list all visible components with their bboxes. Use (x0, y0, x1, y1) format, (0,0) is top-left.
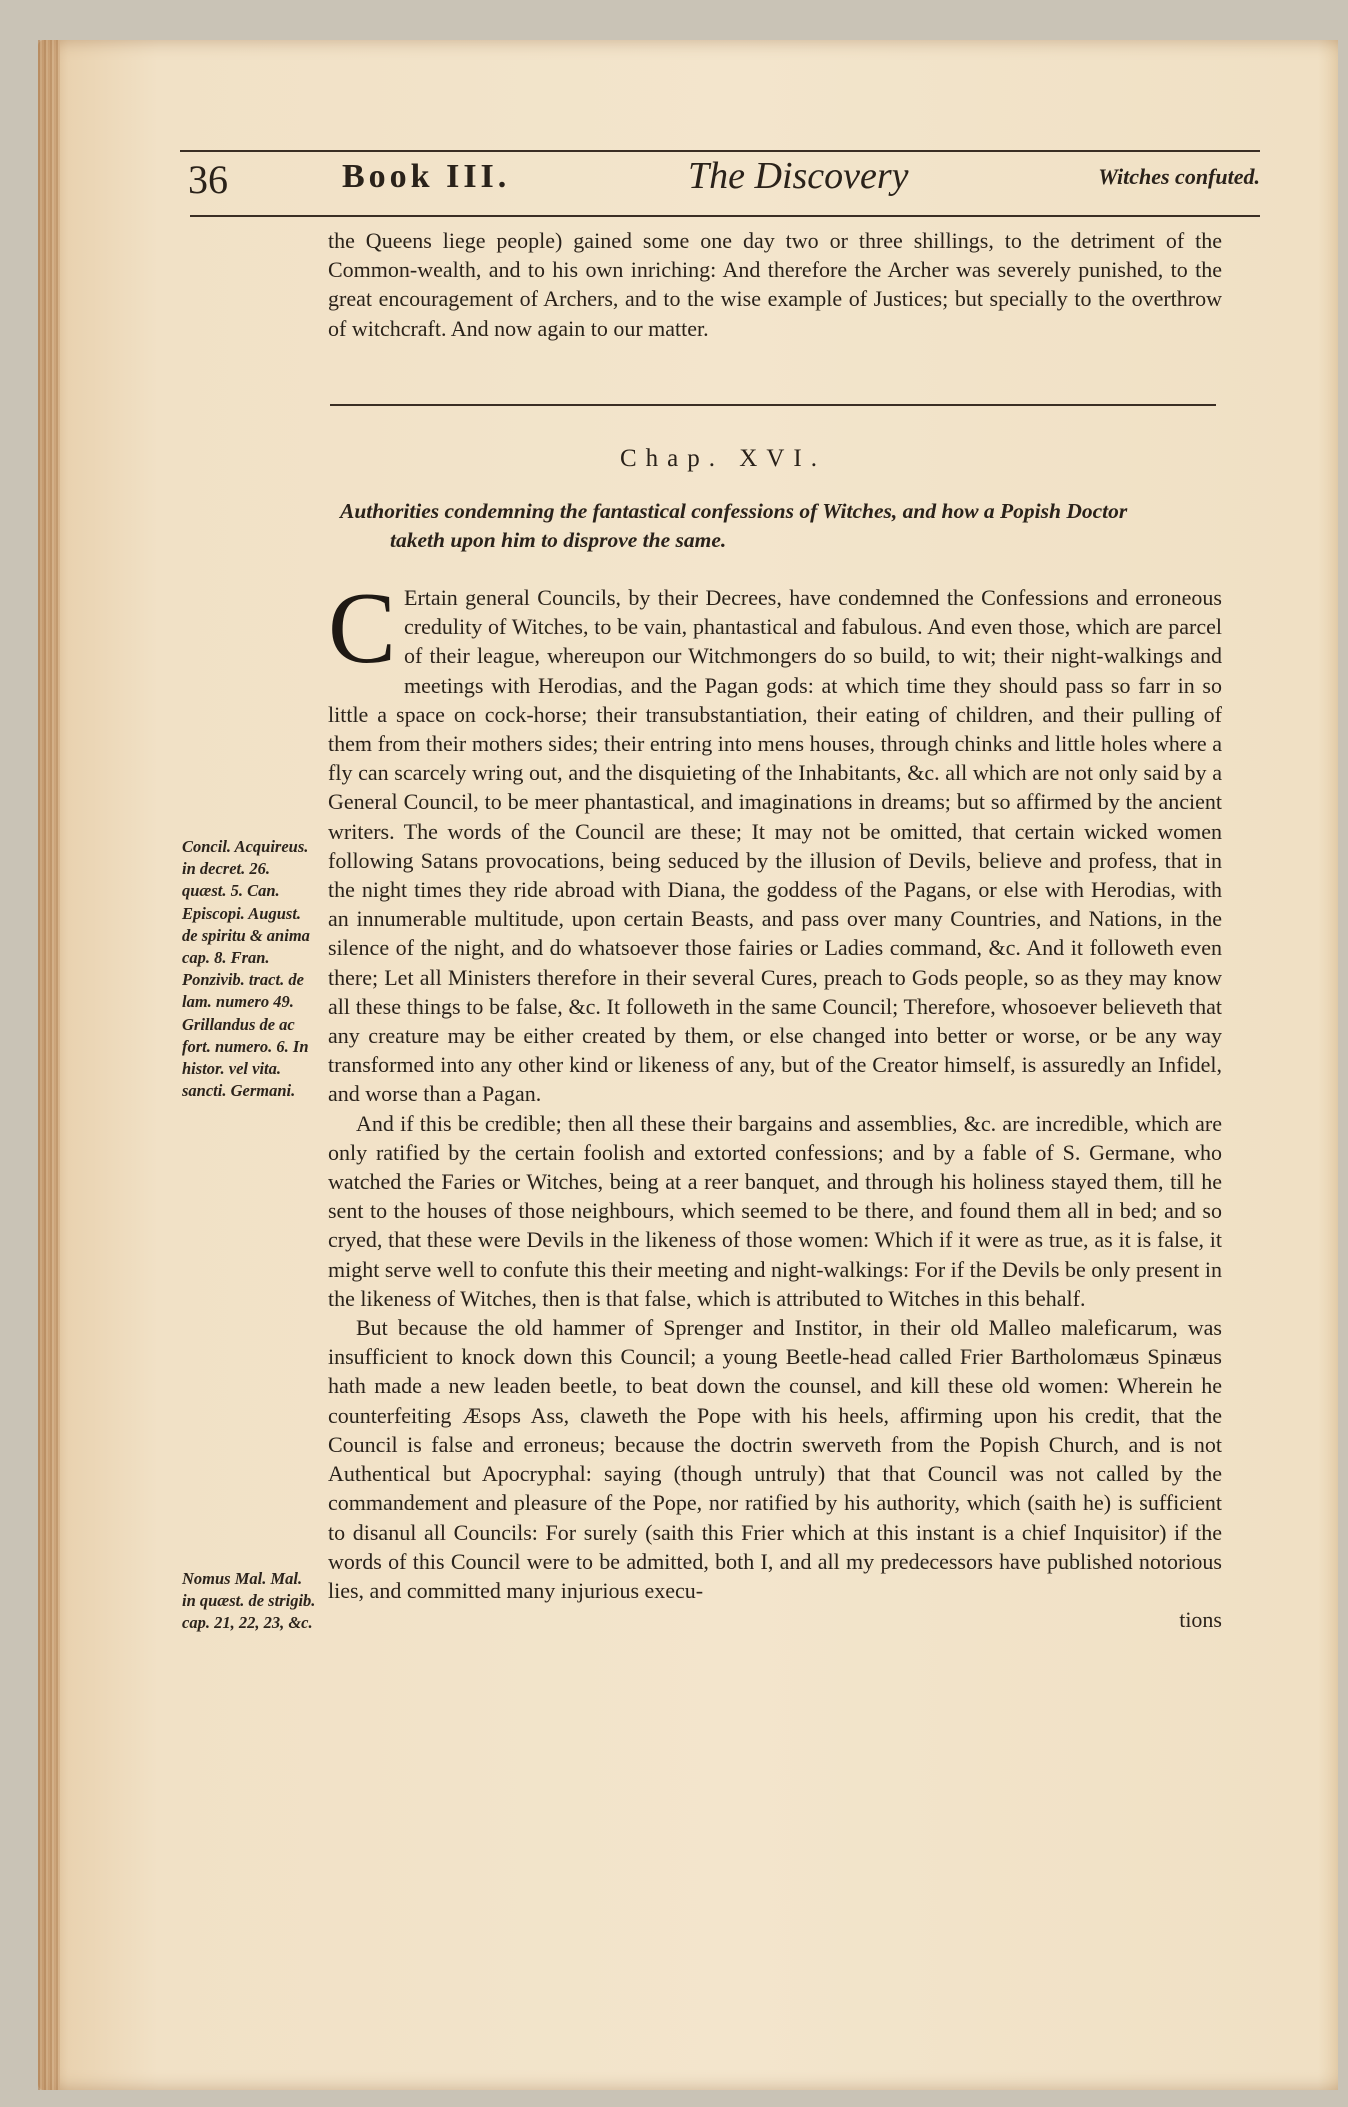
header-title: The Discovery (688, 155, 909, 197)
running-header (180, 150, 1260, 210)
sidenote-1: Concil. Acquireus. in decret. 26. quæst. 5. Can. Episcopi. August. de spiritu & anima cap. 8. Fran. Ponzivib. tract. de lam. numero 49. Grillandus de ac fort. numero. 6. In histor. vel vita. sancti. Germani. (182, 837, 310, 1101)
book-label: Book III. (342, 158, 511, 195)
chapter-subtitle-line2: taketh upon him to disprove the same. (390, 528, 727, 552)
opening-paragraph (328, 226, 1222, 343)
header-rule-top (180, 150, 1260, 152)
chapter-subtitle (340, 497, 1230, 555)
page-number: 36 (188, 157, 228, 202)
chapter-subtitle-line1: Authorities condemning the fantastical confessions of Witches, and how a Popish Doctor (340, 499, 1128, 523)
sidenote-2: Nomus Mal. Mal. in quæst. de strigib. cap. 21, 22, 23, &c. (182, 1569, 316, 1633)
opening-text: the Queens liege people) gained some one day two or three shillings, to the detriment of the Common-wealth, and to his own inriching: And therefore the Archer was severely punished, to the great encouragement of Archers, and to the wise example of Justices; but specially to the overthrow of witchcraft. And now again to our matter. (328, 228, 1222, 341)
catchword: tions (1179, 1607, 1222, 1633)
paragraph-1 (328, 572, 1222, 1109)
chapter-rule (330, 404, 1216, 406)
drop-cap: C (328, 572, 397, 685)
header-rule-bottom (190, 215, 1260, 217)
header-subject: Witches confuted. (1098, 164, 1260, 189)
paragraph-3: But because the old hammer of Sprenger and Institor, in their old Malleo maleficarum, was insufficient to knock down this Council; a young Beetle-head called Frier Bartholomæus Spinæus hath made a new leaden beetle, to beat down the counsel, and kill these old women: Wherein he counterfeiting Æsops Ass, claweth the Pope with his heels, affirming upon his credit, that the Council is false and erroneus; because the doctrin swerveth from the Popish Church, and is not Authentical but Apocryphal: saying (though untruly) that that Council was not called by the commandement and pleasure of the Pope, nor ratified by his authority, which (saith he) is sufficient to disanul all Councils: For surely (saith this Frier which at this instant is a chief Inquisitor) if the words of this Council were to be admitted, both I, and all my predecessors have published notorious lies, and committed many injurious execu- (328, 1315, 1222, 1603)
page-gutter (38, 40, 60, 2090)
paragraph-1-text: Ertain general Councils, by their Decrees, have condemned the Confessions and erroneous credulity of Witches, to be vain, phantastical and fabulous. And even those, which are parcel of their league, whereupon our Witchmongers do so build, to wit; their night-walkings and meetings with Herodias, and the Pagan gods: at which time they should pass so farr in so little a space on cock-horse; their transubstantiation, their eating of children, and their pulling of them from their mothers sides; their entring into mens houses, through chinks and little holes where a fly can scarcely wring out, and the disquieting of the Inhabitants, &c. all which are not only said by a General Council, to be meer phantastical, and imaginations in dreams; but so affirmed by the ancient writers. The words of the Council are these; It may not be omitted, that certain wicked women following Satans provocations, being seduced by the illusion of Devils, believe and profess, that in the night times they ride abroad with Diana, the goddess of the Pagans, or else with Herodias, with an innumerable multitude, upon certain Beasts, and pass over many Countries, and Nations, in the silence of the night, and do whatsoever those fairies or Ladies command, &c. And it followeth even there; Let all Ministers therefore in their several Cures, preach to Gods people, so as they may know all these things to be false, &c. It followeth in the same Council; Therefore, whosoever believeth that any creature may be either created by them, or else changed into better or worse, or be any way transformed into any other kind or likeness of any, but of the Creator himself, is assuredly an Infidel, and worse than a Pagan. (328, 585, 1222, 1107)
chapter-heading: Chap. XVI. (620, 445, 826, 472)
paragraph-2: And if this be credible; then all these their bargains and assemblies, &c. are incredible, which are only ratified by the certain foolish and extorted confessions; and by a fable of S. Germane, who watched the Faries or Witches, being at a reer banquet, and through his holiness stayed them, till he sent to the houses of those neighbours, which seemed to be there, and found them all in bed; and so cryed, that these were Devils in the likeness of those women: Which if it were as true, as it is false, it might serve well to confute this their meeting and night-walkings: For if the Devils be only present in the likeness of Witches, then is that false, which is attributed to Witches in this behalf. (328, 1110, 1222, 1311)
chapter-body (328, 572, 1222, 1634)
